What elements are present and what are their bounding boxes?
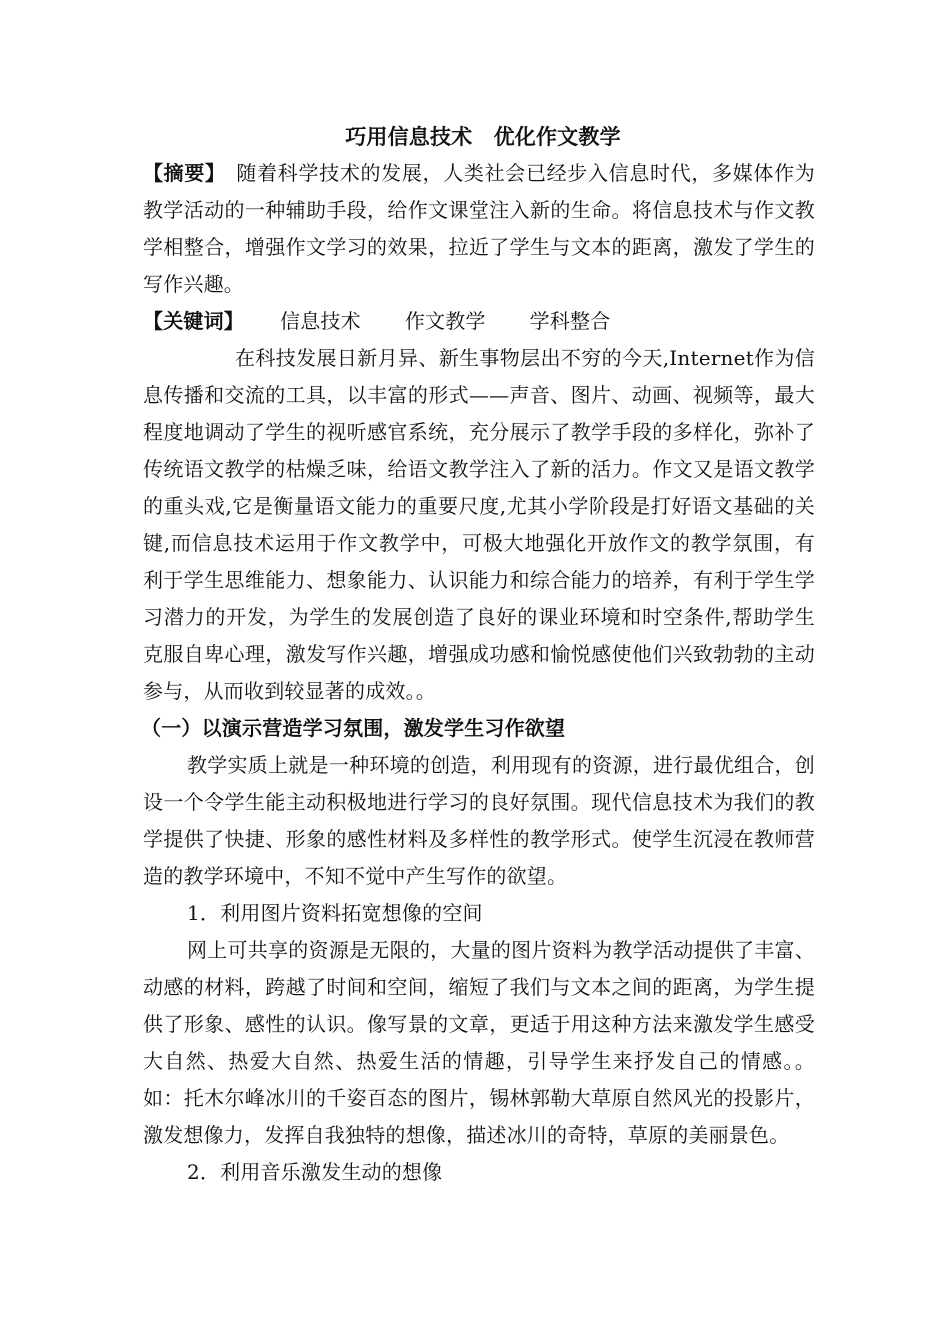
abstract-paragraph [143,155,815,303]
keyword-item: 作文教学 [404,309,486,333]
subsection-paragraph: 网上可共享的资源是无限的，大量的图片资料为教学活动提供了丰富、动感的材料，跨越了时间和空间，缩短了我们与文本之间的距离，为学生提供了形象、感性的认识。像写景的文章，更适于用这种方法来激发学生感受大自然、热爱大自然、热爱生活的情趣，引导学生来抒发自己的情感。。如：托木尔峰冰川的千姿百态的图片，锡林郭勒大草原自然风光的投影片，激发想像力，发挥自我独特的想像，描述冰川的奇特，草原的美丽景色。 [143,938,815,1147]
subsection-heading: 2．利用音乐激发生动的想像 [187,1160,443,1184]
abstract-text: 随着科学技术的发展，人类社会已经步入信息时代，多媒体作为教学活动的一种辅助手段，给作文课堂注入新的生命。将信息技术与作文教学相整合，增强作文学习的效果，拉近了学生与文本的距离，激发了学生的写作兴趣。 [143,161,815,296]
intro-paragraph: 在科技发展日新月异、新生事物层出不穷的今天,Internet作为信息传播和交流的工具，以丰富的形式——声音、图片、动画、视频等，最大程度地调动了学生的视听感官系统，充分展示了教学手段的多样化，弥补了传统语文教学的枯燥乏味，给语文教学注入了新的活力。作文又是语文教学的重头戏,它是衡量语文能力的重要尺度,尤其小学阶段是打好语文基础的关键,而信息技术运用于作文教学中，可极大地强化开放作文的教学氛围，有利于学生思维能力、想象能力、认识能力和综合能力的培养，有利于学生学习潜力的开发，为学生的发展创造了良好的课业环境和时空条件,帮助学生克服自卑心理，激发写作兴趣，增强成功感和愉悦感使他们兴致勃勃的主动参与，从而收到较显著的成效。。 [143,346,815,703]
section-heading: （一）以演示营造学习氛围，激发学生习作欲望 [141,716,566,740]
document-body [143,118,815,1191]
keywords-label: 【关键词】 [143,309,244,333]
abstract-label: 【摘要】 [143,161,216,185]
document-title: 巧用信息技术 优化作文教学 [345,124,621,149]
keyword-item: 学科整合 [529,309,611,333]
keywords-row [143,303,815,340]
section-paragraph: 教学实质上就是一种环境的创造，利用现有的资源，进行最优组合，创设一个令学生能主动积极地进行学习的良好氛围。现代信息技术为我们的教学提供了快捷、形象的感性材料及多样性的教学形式。使学生沉浸在教师营造的教学环境中，不知不觉中产生写作的欲望。 [143,753,815,888]
keyword-item: 信息技术 [280,309,361,333]
subsection-heading: 1．利用图片资料拓宽想像的空间 [187,901,483,925]
